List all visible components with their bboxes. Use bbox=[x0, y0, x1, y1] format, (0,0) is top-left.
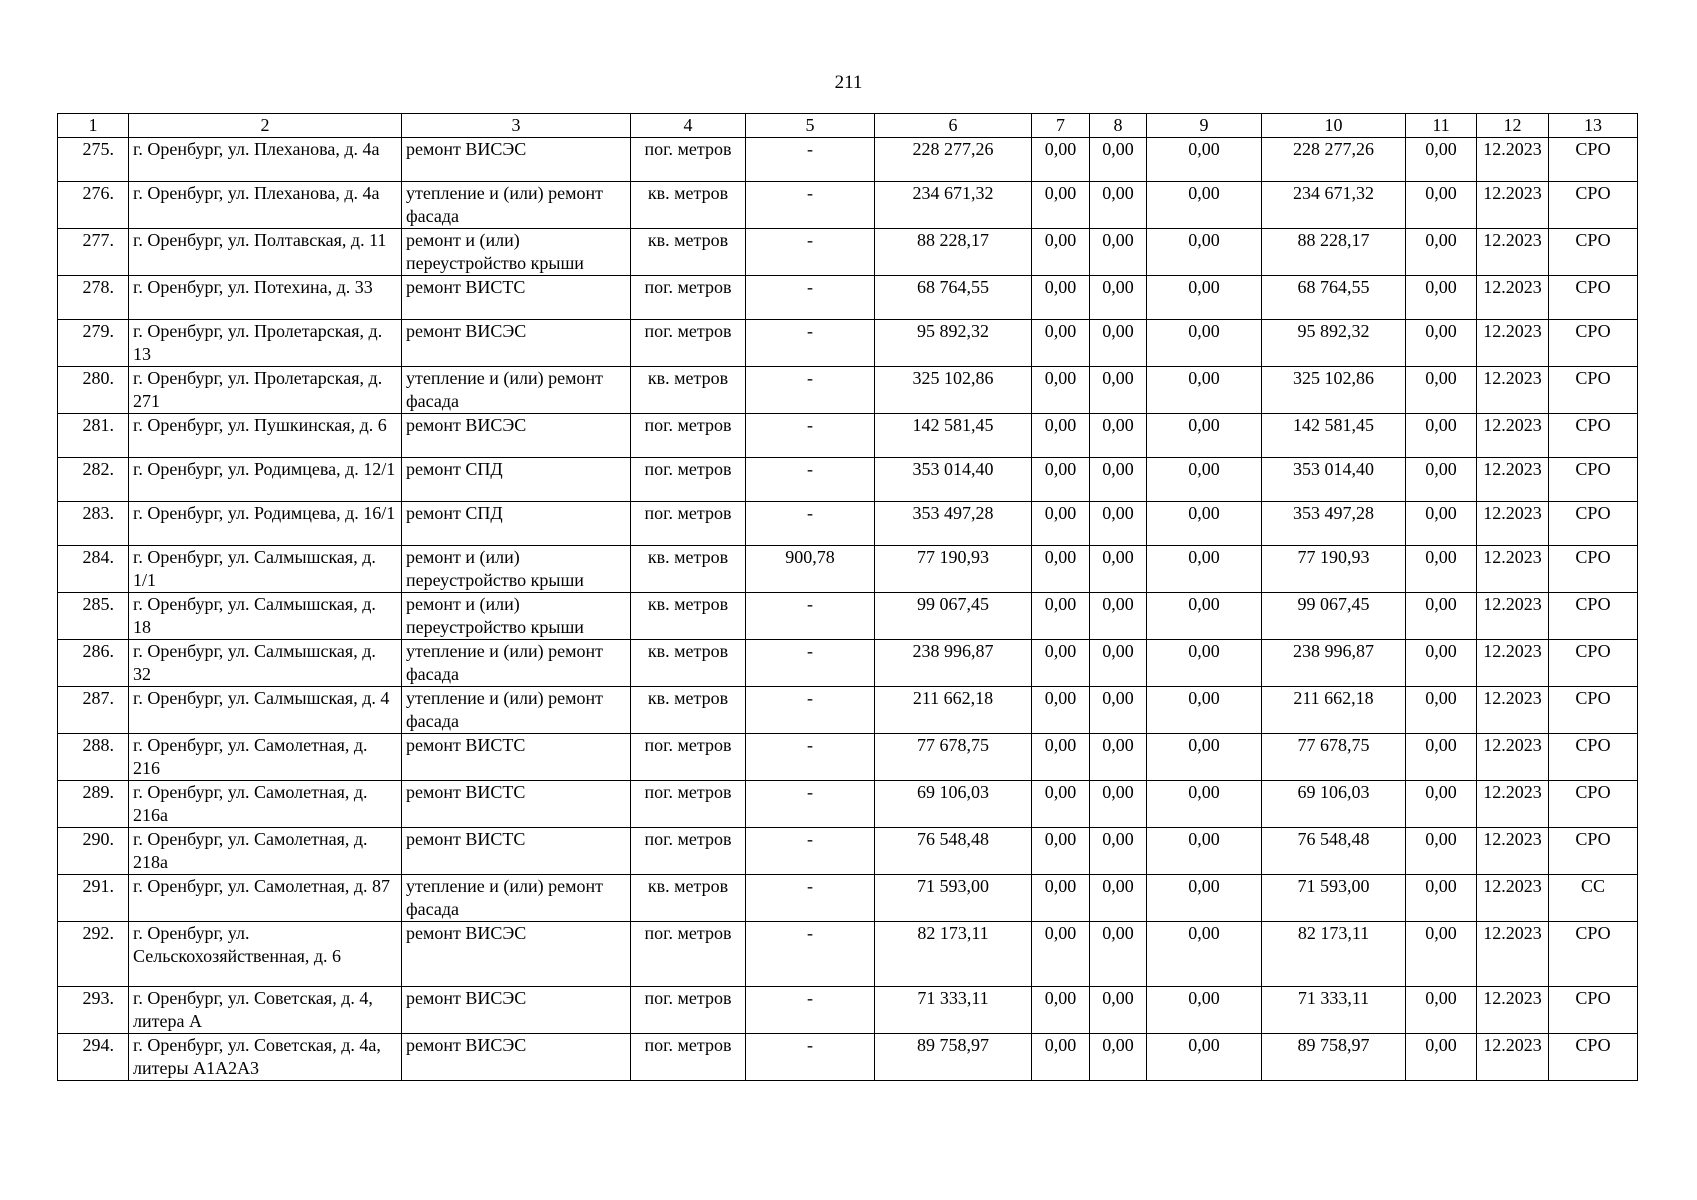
col10-cell: 99 067,45 bbox=[1262, 593, 1406, 640]
row-number: 279. bbox=[58, 320, 129, 367]
col8-cell: 0,00 bbox=[1090, 546, 1147, 593]
address-cell: г. Оренбург, ул. Плеханова, д. 4а bbox=[129, 182, 402, 229]
total-cost-cell: 142 581,45 bbox=[875, 414, 1032, 458]
row-number: 289. bbox=[58, 781, 129, 828]
row-number: 276. bbox=[58, 182, 129, 229]
unit-cell: пог. метров bbox=[631, 414, 746, 458]
total-cost-cell: 69 106,03 bbox=[875, 781, 1032, 828]
address-cell: г. Оренбург, ул. Пролетарская, д. 13 bbox=[129, 320, 402, 367]
deadline-cell: 12.2023 bbox=[1477, 546, 1549, 593]
address-cell: г. Оренбург, ул. Советская, д. 4, литера А bbox=[129, 987, 402, 1034]
method-cell: СС bbox=[1549, 875, 1638, 922]
col9-cell: 0,00 bbox=[1147, 593, 1262, 640]
col10-cell: 353 497,28 bbox=[1262, 502, 1406, 546]
col7-cell: 0,00 bbox=[1032, 229, 1090, 276]
col7-cell: 0,00 bbox=[1032, 734, 1090, 781]
deadline-cell: 12.2023 bbox=[1477, 320, 1549, 367]
method-cell: СРО bbox=[1549, 922, 1638, 987]
method-cell: СРО bbox=[1549, 687, 1638, 734]
deadline-cell: 12.2023 bbox=[1477, 922, 1549, 987]
col9-cell: 0,00 bbox=[1147, 781, 1262, 828]
col11-cell: 0,00 bbox=[1406, 828, 1477, 875]
deadline-cell: 12.2023 bbox=[1477, 593, 1549, 640]
method-cell: СРО bbox=[1549, 593, 1638, 640]
col10-cell: 238 996,87 bbox=[1262, 640, 1406, 687]
col7-cell: 0,00 bbox=[1032, 875, 1090, 922]
col7-cell: 0,00 bbox=[1032, 546, 1090, 593]
col11-cell: 0,00 bbox=[1406, 546, 1477, 593]
col9-cell: 0,00 bbox=[1147, 875, 1262, 922]
unit-cell: пог. метров bbox=[631, 987, 746, 1034]
table-row bbox=[58, 593, 1638, 640]
col10-cell: 325 102,86 bbox=[1262, 367, 1406, 414]
header-row bbox=[58, 114, 1638, 138]
page-number: 211 bbox=[834, 72, 863, 93]
col7-cell: 0,00 bbox=[1032, 593, 1090, 640]
unit-cell: кв. метров bbox=[631, 546, 746, 593]
deadline-cell: 12.2023 bbox=[1477, 640, 1549, 687]
column-header: 6 bbox=[875, 114, 1032, 138]
unit-cell: пог. метров bbox=[631, 828, 746, 875]
col8-cell: 0,00 bbox=[1090, 229, 1147, 276]
method-cell: СРО bbox=[1549, 734, 1638, 781]
table-row bbox=[58, 276, 1638, 320]
row-number: 285. bbox=[58, 593, 129, 640]
row-number: 288. bbox=[58, 734, 129, 781]
column-header: 8 bbox=[1090, 114, 1147, 138]
col9-cell: 0,00 bbox=[1147, 414, 1262, 458]
work-type-cell: ремонт ВИСЭС bbox=[402, 1034, 631, 1081]
column-header: 2 bbox=[129, 114, 402, 138]
row-number: 287. bbox=[58, 687, 129, 734]
col10-cell: 77 678,75 bbox=[1262, 734, 1406, 781]
quantity-cell: - bbox=[746, 182, 875, 229]
unit-cell: пог. метров bbox=[631, 458, 746, 502]
table-row bbox=[58, 546, 1638, 593]
unit-cell: кв. метров bbox=[631, 182, 746, 229]
total-cost-cell: 88 228,17 bbox=[875, 229, 1032, 276]
column-header: 10 bbox=[1262, 114, 1406, 138]
work-type-cell: ремонт СПД bbox=[402, 502, 631, 546]
work-type-cell: утепление и (или) ремонт фасада bbox=[402, 687, 631, 734]
col11-cell: 0,00 bbox=[1406, 593, 1477, 640]
col8-cell: 0,00 bbox=[1090, 1034, 1147, 1081]
total-cost-cell: 353 014,40 bbox=[875, 458, 1032, 502]
col11-cell: 0,00 bbox=[1406, 458, 1477, 502]
col8-cell: 0,00 bbox=[1090, 458, 1147, 502]
row-number: 293. bbox=[58, 987, 129, 1034]
table-row bbox=[58, 414, 1638, 458]
quantity-cell: - bbox=[746, 781, 875, 828]
col9-cell: 0,00 bbox=[1147, 687, 1262, 734]
method-cell: СРО bbox=[1549, 276, 1638, 320]
column-header: 1 bbox=[58, 114, 129, 138]
deadline-cell: 12.2023 bbox=[1477, 138, 1549, 182]
unit-cell: пог. метров bbox=[631, 922, 746, 987]
method-cell: СРО bbox=[1549, 640, 1638, 687]
col8-cell: 0,00 bbox=[1090, 687, 1147, 734]
work-type-cell: ремонт ВИСТС bbox=[402, 276, 631, 320]
work-type-cell: ремонт ВИСТС bbox=[402, 781, 631, 828]
quantity-cell: - bbox=[746, 502, 875, 546]
deadline-cell: 12.2023 bbox=[1477, 367, 1549, 414]
col10-cell: 234 671,32 bbox=[1262, 182, 1406, 229]
col7-cell: 0,00 bbox=[1032, 640, 1090, 687]
address-cell: г. Оренбург, ул. Пушкинская, д. 6 bbox=[129, 414, 402, 458]
address-cell: г. Оренбург, ул. Родимцева, д. 16/1 bbox=[129, 502, 402, 546]
col8-cell: 0,00 bbox=[1090, 182, 1147, 229]
work-type-cell: ремонт ВИСЭС bbox=[402, 320, 631, 367]
col10-cell: 69 106,03 bbox=[1262, 781, 1406, 828]
method-cell: СРО bbox=[1549, 138, 1638, 182]
quantity-cell: 900,78 bbox=[746, 546, 875, 593]
row-number: 281. bbox=[58, 414, 129, 458]
col8-cell: 0,00 bbox=[1090, 367, 1147, 414]
row-number: 275. bbox=[58, 138, 129, 182]
work-type-cell: ремонт ВИСЭС bbox=[402, 138, 631, 182]
method-cell: СРО bbox=[1549, 414, 1638, 458]
deadline-cell: 12.2023 bbox=[1477, 875, 1549, 922]
quantity-cell: - bbox=[746, 229, 875, 276]
total-cost-cell: 77 678,75 bbox=[875, 734, 1032, 781]
col7-cell: 0,00 bbox=[1032, 687, 1090, 734]
method-cell: СРО bbox=[1549, 229, 1638, 276]
total-cost-cell: 95 892,32 bbox=[875, 320, 1032, 367]
address-cell: г. Оренбург, ул. Салмышская, д. 4 bbox=[129, 687, 402, 734]
method-cell: СРО bbox=[1549, 781, 1638, 828]
table-row bbox=[58, 1034, 1638, 1081]
work-type-cell: ремонт ВИСЭС bbox=[402, 987, 631, 1034]
unit-cell: пог. метров bbox=[631, 276, 746, 320]
col10-cell: 82 173,11 bbox=[1262, 922, 1406, 987]
row-number: 277. bbox=[58, 229, 129, 276]
col10-cell: 211 662,18 bbox=[1262, 687, 1406, 734]
address-cell: г. Оренбург, ул. Салмышская, д. 1/1 bbox=[129, 546, 402, 593]
quantity-cell: - bbox=[746, 828, 875, 875]
method-cell: СРО bbox=[1549, 458, 1638, 502]
col11-cell: 0,00 bbox=[1406, 320, 1477, 367]
total-cost-cell: 76 548,48 bbox=[875, 828, 1032, 875]
table-row bbox=[58, 458, 1638, 502]
col9-cell: 0,00 bbox=[1147, 640, 1262, 687]
quantity-cell: - bbox=[746, 687, 875, 734]
col9-cell: 0,00 bbox=[1147, 922, 1262, 987]
col9-cell: 0,00 bbox=[1147, 229, 1262, 276]
col11-cell: 0,00 bbox=[1406, 276, 1477, 320]
row-number: 283. bbox=[58, 502, 129, 546]
quantity-cell: - bbox=[746, 1034, 875, 1081]
col10-cell: 88 228,17 bbox=[1262, 229, 1406, 276]
col7-cell: 0,00 bbox=[1032, 502, 1090, 546]
table-row bbox=[58, 502, 1638, 546]
work-type-cell: ремонт СПД bbox=[402, 458, 631, 502]
unit-cell: пог. метров bbox=[631, 502, 746, 546]
table-row bbox=[58, 182, 1638, 229]
col8-cell: 0,00 bbox=[1090, 593, 1147, 640]
col7-cell: 0,00 bbox=[1032, 414, 1090, 458]
work-type-cell: утепление и (или) ремонт фасада bbox=[402, 640, 631, 687]
col7-cell: 0,00 bbox=[1032, 922, 1090, 987]
column-header: 9 bbox=[1147, 114, 1262, 138]
col10-cell: 142 581,45 bbox=[1262, 414, 1406, 458]
col9-cell: 0,00 bbox=[1147, 182, 1262, 229]
address-cell: г. Оренбург, ул. Потехина, д. 33 bbox=[129, 276, 402, 320]
col10-cell: 89 758,97 bbox=[1262, 1034, 1406, 1081]
method-cell: СРО bbox=[1549, 546, 1638, 593]
quantity-cell: - bbox=[746, 734, 875, 781]
table-row bbox=[58, 781, 1638, 828]
col9-cell: 0,00 bbox=[1147, 987, 1262, 1034]
col9-cell: 0,00 bbox=[1147, 138, 1262, 182]
total-cost-cell: 325 102,86 bbox=[875, 367, 1032, 414]
address-cell: г. Оренбург, ул. Самолетная, д. 216а bbox=[129, 781, 402, 828]
address-cell: г. Оренбург, ул. Полтавская, д. 11 bbox=[129, 229, 402, 276]
col9-cell: 0,00 bbox=[1147, 502, 1262, 546]
col10-cell: 77 190,93 bbox=[1262, 546, 1406, 593]
deadline-cell: 12.2023 bbox=[1477, 1034, 1549, 1081]
deadline-cell: 12.2023 bbox=[1477, 414, 1549, 458]
table-row bbox=[58, 687, 1638, 734]
quantity-cell: - bbox=[746, 640, 875, 687]
address-cell: г. Оренбург, ул. Родимцева, д. 12/1 bbox=[129, 458, 402, 502]
table-row bbox=[58, 367, 1638, 414]
quantity-cell: - bbox=[746, 922, 875, 987]
col11-cell: 0,00 bbox=[1406, 734, 1477, 781]
col7-cell: 0,00 bbox=[1032, 367, 1090, 414]
quantity-cell: - bbox=[746, 593, 875, 640]
col9-cell: 0,00 bbox=[1147, 320, 1262, 367]
work-type-cell: ремонт ВИСЭС bbox=[402, 922, 631, 987]
col11-cell: 0,00 bbox=[1406, 138, 1477, 182]
quantity-cell: - bbox=[746, 138, 875, 182]
method-cell: СРО bbox=[1549, 1034, 1638, 1081]
col7-cell: 0,00 bbox=[1032, 458, 1090, 502]
col10-cell: 95 892,32 bbox=[1262, 320, 1406, 367]
address-cell: г. Оренбург, ул. Салмышская, д. 32 bbox=[129, 640, 402, 687]
method-cell: СРО bbox=[1549, 502, 1638, 546]
total-cost-cell: 238 996,87 bbox=[875, 640, 1032, 687]
total-cost-cell: 228 277,26 bbox=[875, 138, 1032, 182]
address-cell: г. Оренбург, ул. Плеханова, д. 4а bbox=[129, 138, 402, 182]
col9-cell: 0,00 bbox=[1147, 546, 1262, 593]
unit-cell: пог. метров bbox=[631, 734, 746, 781]
deadline-cell: 12.2023 bbox=[1477, 502, 1549, 546]
deadline-cell: 12.2023 bbox=[1477, 182, 1549, 229]
table-row bbox=[58, 734, 1638, 781]
col7-cell: 0,00 bbox=[1032, 320, 1090, 367]
col9-cell: 0,00 bbox=[1147, 734, 1262, 781]
col11-cell: 0,00 bbox=[1406, 640, 1477, 687]
col11-cell: 0,00 bbox=[1406, 875, 1477, 922]
column-header: 3 bbox=[402, 114, 631, 138]
deadline-cell: 12.2023 bbox=[1477, 781, 1549, 828]
column-header: 12 bbox=[1477, 114, 1549, 138]
col11-cell: 0,00 bbox=[1406, 687, 1477, 734]
col9-cell: 0,00 bbox=[1147, 276, 1262, 320]
deadline-cell: 12.2023 bbox=[1477, 687, 1549, 734]
unit-cell: пог. метров bbox=[631, 1034, 746, 1081]
works-table bbox=[57, 113, 1638, 1081]
col9-cell: 0,00 bbox=[1147, 458, 1262, 502]
unit-cell: пог. метров bbox=[631, 138, 746, 182]
column-header: 5 bbox=[746, 114, 875, 138]
unit-cell: кв. метров bbox=[631, 687, 746, 734]
column-header: 13 bbox=[1549, 114, 1638, 138]
col8-cell: 0,00 bbox=[1090, 781, 1147, 828]
table-row bbox=[58, 640, 1638, 687]
col8-cell: 0,00 bbox=[1090, 276, 1147, 320]
total-cost-cell: 353 497,28 bbox=[875, 502, 1032, 546]
col8-cell: 0,00 bbox=[1090, 414, 1147, 458]
col10-cell: 76 548,48 bbox=[1262, 828, 1406, 875]
col7-cell: 0,00 bbox=[1032, 828, 1090, 875]
deadline-cell: 12.2023 bbox=[1477, 229, 1549, 276]
address-cell: г. Оренбург, ул. Самолетная, д. 218а bbox=[129, 828, 402, 875]
total-cost-cell: 77 190,93 bbox=[875, 546, 1032, 593]
total-cost-cell: 68 764,55 bbox=[875, 276, 1032, 320]
col7-cell: 0,00 bbox=[1032, 138, 1090, 182]
col7-cell: 0,00 bbox=[1032, 182, 1090, 229]
address-cell: г. Оренбург, ул. Сельскохозяйственная, д. 6 bbox=[129, 922, 402, 987]
quantity-cell: - bbox=[746, 367, 875, 414]
work-type-cell: ремонт и (или) переустройство крыши bbox=[402, 229, 631, 276]
col11-cell: 0,00 bbox=[1406, 229, 1477, 276]
col8-cell: 0,00 bbox=[1090, 987, 1147, 1034]
method-cell: СРО bbox=[1549, 987, 1638, 1034]
address-cell: г. Оренбург, ул. Советская, д. 4а, литеры А1А2А3 bbox=[129, 1034, 402, 1081]
total-cost-cell: 234 671,32 bbox=[875, 182, 1032, 229]
table-row bbox=[58, 922, 1638, 987]
quantity-cell: - bbox=[746, 414, 875, 458]
total-cost-cell: 89 758,97 bbox=[875, 1034, 1032, 1081]
deadline-cell: 12.2023 bbox=[1477, 734, 1549, 781]
row-number: 284. bbox=[58, 546, 129, 593]
col9-cell: 0,00 bbox=[1147, 828, 1262, 875]
col11-cell: 0,00 bbox=[1406, 781, 1477, 828]
quantity-cell: - bbox=[746, 458, 875, 502]
row-number: 292. bbox=[58, 922, 129, 987]
deadline-cell: 12.2023 bbox=[1477, 987, 1549, 1034]
quantity-cell: - bbox=[746, 987, 875, 1034]
unit-cell: кв. метров bbox=[631, 640, 746, 687]
col8-cell: 0,00 bbox=[1090, 922, 1147, 987]
work-type-cell: утепление и (или) ремонт фасада bbox=[402, 367, 631, 414]
col11-cell: 0,00 bbox=[1406, 367, 1477, 414]
work-type-cell: ремонт ВИСТС bbox=[402, 734, 631, 781]
unit-cell: кв. метров bbox=[631, 229, 746, 276]
col11-cell: 0,00 bbox=[1406, 1034, 1477, 1081]
method-cell: СРО bbox=[1549, 367, 1638, 414]
total-cost-cell: 71 333,11 bbox=[875, 987, 1032, 1034]
table-body bbox=[58, 114, 1638, 1081]
col7-cell: 0,00 bbox=[1032, 781, 1090, 828]
method-cell: СРО bbox=[1549, 182, 1638, 229]
deadline-cell: 12.2023 bbox=[1477, 276, 1549, 320]
unit-cell: кв. метров bbox=[631, 593, 746, 640]
col8-cell: 0,00 bbox=[1090, 875, 1147, 922]
total-cost-cell: 82 173,11 bbox=[875, 922, 1032, 987]
total-cost-cell: 99 067,45 bbox=[875, 593, 1032, 640]
col8-cell: 0,00 bbox=[1090, 828, 1147, 875]
work-type-cell: ремонт и (или) переустройство крыши bbox=[402, 593, 631, 640]
work-type-cell: утепление и (или) ремонт фасада bbox=[402, 182, 631, 229]
column-header: 11 bbox=[1406, 114, 1477, 138]
work-type-cell: ремонт ВИСЭС bbox=[402, 414, 631, 458]
row-number: 290. bbox=[58, 828, 129, 875]
col10-cell: 71 333,11 bbox=[1262, 987, 1406, 1034]
quantity-cell: - bbox=[746, 875, 875, 922]
col10-cell: 71 593,00 bbox=[1262, 875, 1406, 922]
quantity-cell: - bbox=[746, 276, 875, 320]
table-row bbox=[58, 875, 1638, 922]
work-type-cell: ремонт и (или) переустройство крыши bbox=[402, 546, 631, 593]
address-cell: г. Оренбург, ул. Самолетная, д. 87 bbox=[129, 875, 402, 922]
unit-cell: кв. метров bbox=[631, 367, 746, 414]
table-row bbox=[58, 987, 1638, 1034]
work-type-cell: утепление и (или) ремонт фасада bbox=[402, 875, 631, 922]
unit-cell: пог. метров bbox=[631, 781, 746, 828]
col8-cell: 0,00 bbox=[1090, 734, 1147, 781]
method-cell: СРО bbox=[1549, 828, 1638, 875]
row-number: 294. bbox=[58, 1034, 129, 1081]
row-number: 286. bbox=[58, 640, 129, 687]
col9-cell: 0,00 bbox=[1147, 367, 1262, 414]
col8-cell: 0,00 bbox=[1090, 502, 1147, 546]
total-cost-cell: 211 662,18 bbox=[875, 687, 1032, 734]
col7-cell: 0,00 bbox=[1032, 1034, 1090, 1081]
col8-cell: 0,00 bbox=[1090, 138, 1147, 182]
column-header: 7 bbox=[1032, 114, 1090, 138]
address-cell: г. Оренбург, ул. Самолетная, д. 216 bbox=[129, 734, 402, 781]
column-header: 4 bbox=[631, 114, 746, 138]
col10-cell: 353 014,40 bbox=[1262, 458, 1406, 502]
work-type-cell: ремонт ВИСТС bbox=[402, 828, 631, 875]
row-number: 282. bbox=[58, 458, 129, 502]
deadline-cell: 12.2023 bbox=[1477, 828, 1549, 875]
address-cell: г. Оренбург, ул. Пролетарская, д. 271 bbox=[129, 367, 402, 414]
col9-cell: 0,00 bbox=[1147, 1034, 1262, 1081]
col7-cell: 0,00 bbox=[1032, 276, 1090, 320]
col10-cell: 68 764,55 bbox=[1262, 276, 1406, 320]
method-cell: СРО bbox=[1549, 320, 1638, 367]
deadline-cell: 12.2023 bbox=[1477, 458, 1549, 502]
table-row bbox=[58, 138, 1638, 182]
col11-cell: 0,00 bbox=[1406, 922, 1477, 987]
col11-cell: 0,00 bbox=[1406, 414, 1477, 458]
quantity-cell: - bbox=[746, 320, 875, 367]
table-row bbox=[58, 320, 1638, 367]
row-number: 280. bbox=[58, 367, 129, 414]
table-row bbox=[58, 828, 1638, 875]
total-cost-cell: 71 593,00 bbox=[875, 875, 1032, 922]
row-number: 278. bbox=[58, 276, 129, 320]
col7-cell: 0,00 bbox=[1032, 987, 1090, 1034]
unit-cell: пог. метров bbox=[631, 320, 746, 367]
table-row bbox=[58, 229, 1638, 276]
col11-cell: 0,00 bbox=[1406, 987, 1477, 1034]
address-cell: г. Оренбург, ул. Салмышская, д. 18 bbox=[129, 593, 402, 640]
col11-cell: 0,00 bbox=[1406, 502, 1477, 546]
unit-cell: кв. метров bbox=[631, 875, 746, 922]
col8-cell: 0,00 bbox=[1090, 320, 1147, 367]
col8-cell: 0,00 bbox=[1090, 640, 1147, 687]
col11-cell: 0,00 bbox=[1406, 182, 1477, 229]
row-number: 291. bbox=[58, 875, 129, 922]
col10-cell: 228 277,26 bbox=[1262, 138, 1406, 182]
